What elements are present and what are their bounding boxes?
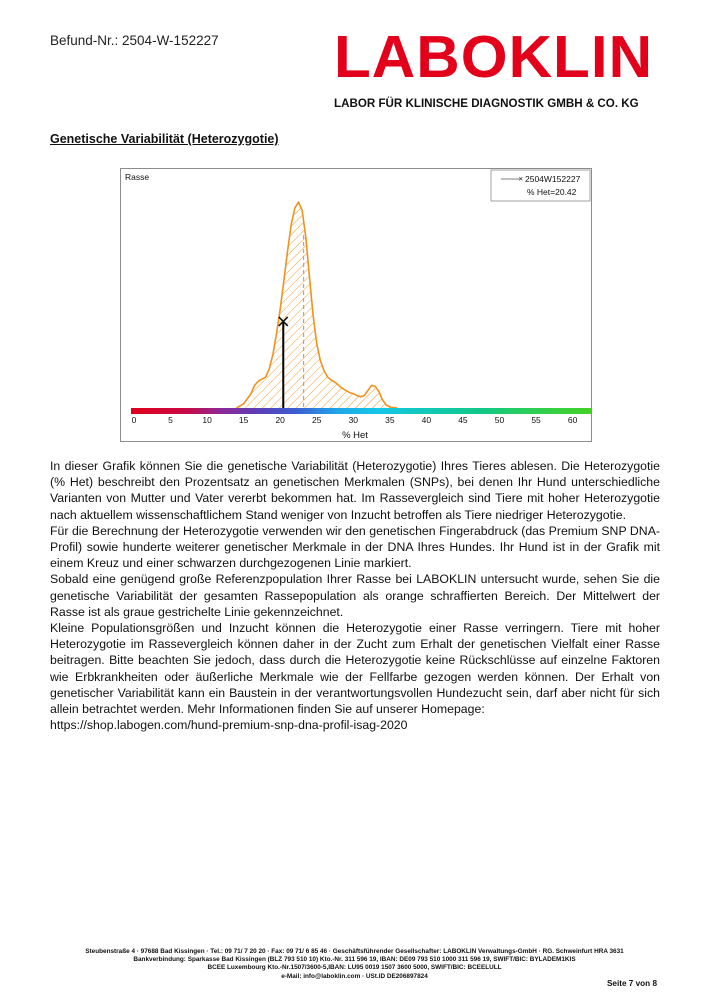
paragraph-intro: In dieser Grafik können Sie die genetische Variabilität (Heterozygotie) Ihres Tieres ablesen. Die Heterozygotie (% Het) beschreibt den Prozentsatz an genetischen Merkmalen (SNPs), bei denen Ihr Hund unterschiedliche Varianten von Mutter und Vater vererbt bekommen hat. Im Rassevergleich sind Tiere mit hoher Heterozygotie nach aktuellem wissenschaftlichem Stand weniger von Inzucht betroffen als Tiere niedriger Heterozygotie. xyxy=(50,459,660,522)
laboklin-logo xyxy=(334,24,679,114)
report-number: Befund-Nr.: 2504-W-152227 xyxy=(50,33,219,48)
section-title: Genetische Variabilität (Heterozygotie) xyxy=(50,132,279,146)
x-tick-label: 0 xyxy=(131,415,137,425)
legend-dog-id: 2504W152227 xyxy=(525,174,581,184)
explanation-text xyxy=(50,458,660,733)
x-tick-label: 55 xyxy=(531,415,541,425)
x-tick-label: 60 xyxy=(567,415,578,425)
footer-bank-1: Bankverbindung: Sparkasse Bad Kissingen (BLZ 793 510 10) Kto.-Nr. 311 596 19, IBAN: DE09 793 510 1000 311 596 19, SWIFT/BIC: BYLADEM1KIS xyxy=(133,956,576,964)
spectrum-bar xyxy=(131,408,591,414)
x-tick-label: 45 xyxy=(458,415,468,425)
page-number: Seite 7 von 8 xyxy=(606,979,657,988)
x-tick-label: 10 xyxy=(202,415,212,425)
x-tick-label: 5 xyxy=(168,415,173,425)
legend-cross-symbol: × xyxy=(518,174,524,184)
logo-wordmark: LABOKLIN xyxy=(334,24,654,90)
homepage-link[interactable]: https://shop.labogen.com/hund-premium-snp-dna-profil-isag-2020 xyxy=(50,718,408,733)
footer-bank-2: BCEE Luxembourg Kto.-Nr.1507/3600-5,IBAN: LU95 0019 1507 3600 5000, SWIFT/BIC: BCEELULL xyxy=(207,964,502,972)
x-tick-label: 40 xyxy=(421,415,432,425)
paragraph-breeding: Kleine Populationsgrößen und Inzucht können die Heterozygotie einer Rasse verringern. Tiere mit hoher Heterozygotie im Rassevergleich können daher in der Zucht zum Erhalt der genetischen Vielfalt einer Rasse beitragen. Bitte beachten Sie jedoch, dass durch die Heterozygotie keine Rückschlüsse auf einzelne Faktoren wie Erbkrankheiten oder äußerliche Merkmale wie der Fellfarbe gezogen werden können. Der Erhalt von genetischer Variabilität kann ein Baustein in der verantwortungsvollen Hundezucht sein, darf aber nicht für sich allein betrachtet werden. Mehr Informationen finden Sie auf unserer Homepage: xyxy=(50,621,660,717)
footer-contact: e-Mail: info@laboklin.com · USt.ID DE206897824 xyxy=(281,972,428,980)
x-tick-label: 35 xyxy=(385,415,395,425)
legend-dog-value: % Het=20.42 xyxy=(527,187,577,197)
x-tick-label: 50 xyxy=(494,415,505,425)
paragraph-calculation: Für die Berechnung der Heterozygotie verwenden wir den genetischen Fingerabdruck (das Premium SNP DNA-Profil) sowie hunderte weiterer genetischer Merkmale in der DNA Ihres Hundes. Ihr Hund ist in der Grafik mit einem Kreuz und einer schwarzen durchgezogenen Linie markiert. xyxy=(50,523,660,571)
logo-subtitle: LABOR FÜR KLINISCHE DIAGNOSTIK GMBH & CO. KG xyxy=(334,97,639,110)
x-tick-label: 30 xyxy=(348,415,359,425)
x-axis-label: % Het xyxy=(342,430,368,441)
x-tick-label: 25 xyxy=(312,415,322,425)
footer-address: Steubenstraße 4 · 97688 Bad Kissingen · Tel.: 09 71/ 7 20 20 · Fax: 09 71/ 6 85 46 · Geschäftsführender Gesellschafter: LABOKLIN Verwaltungs-GmbH · RG. Schweinfurt HRA 3631 xyxy=(85,948,624,955)
x-tick-label: 15 xyxy=(238,415,249,425)
footer xyxy=(0,948,709,981)
paragraph-population: Sobald eine genügend große Referenzpopulation Ihrer Rasse bei LABOKLIN untersucht wurde, sehen Sie die genetische Variabilität der gesamten Rassepopulation als orange schraffierten Bereich. Der Mittelwert der Rasse ist als graue gestrichelte Linie gekennzeichnet. xyxy=(50,572,660,619)
chart-legend xyxy=(491,170,590,201)
x-tick-label: 20 xyxy=(275,415,285,425)
chart-title: Rasse xyxy=(125,172,150,182)
heterozygosity-chart xyxy=(120,168,592,442)
